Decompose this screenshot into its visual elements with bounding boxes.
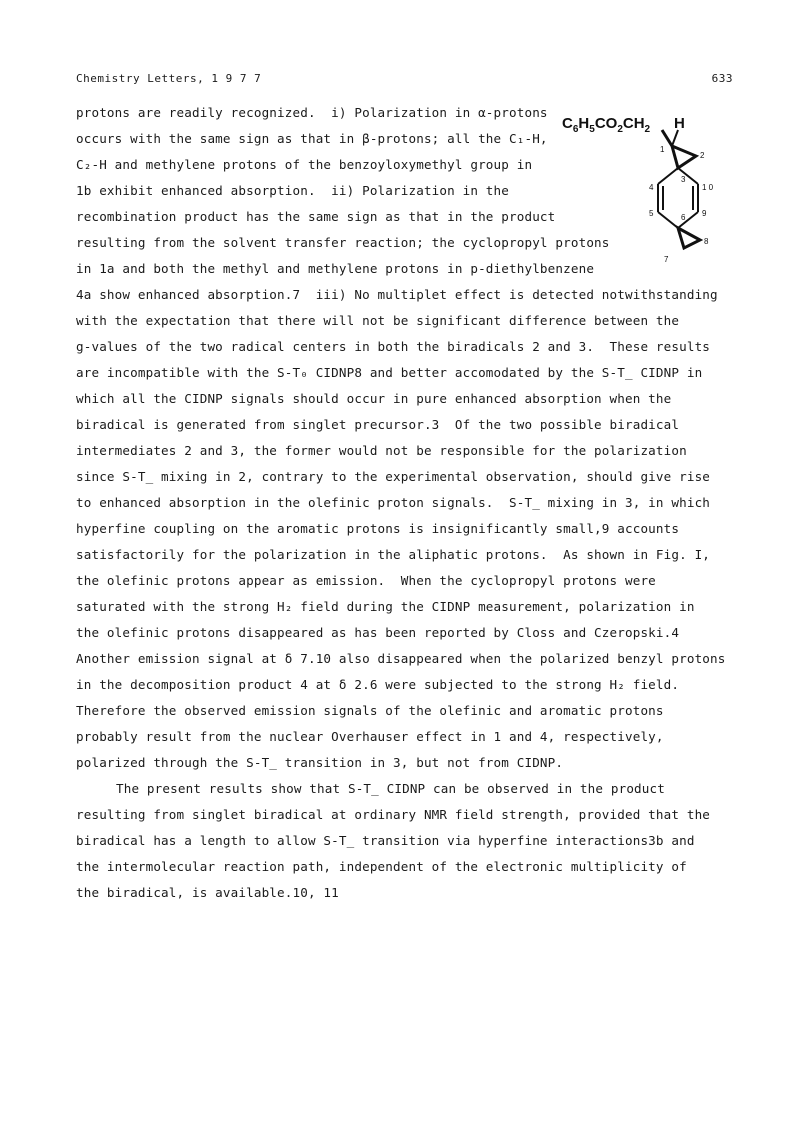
text-line-4: 1b exhibit enhanced absorption. ii) Polarization in the — [76, 183, 509, 198]
svg-text:9: 9 — [702, 209, 707, 218]
text-line-28: resulting from singlet biradical at ordinary NMR field strength, provided that the — [76, 807, 711, 822]
text-line-15: since S-T_ mixing in 2, contrary to the experimental observation, should give rise — [76, 469, 711, 484]
text-line-20: saturated with the strong H₂ field during the CIDNP measurement, polarization in — [76, 599, 695, 614]
text-line-29: biradical has a length to allow S-T_ transition via hyperfine interactions3b and — [76, 833, 695, 848]
text-line-24: Therefore the observed emission signals of the olefinic and aromatic protons — [76, 703, 664, 718]
text-line-11: are incompatible with the S-T₀ CIDNP8 and better accomodated by the S-T_ CIDNP in — [76, 365, 703, 380]
svg-text:7: 7 — [664, 255, 669, 264]
svg-text:8: 8 — [704, 237, 709, 246]
text-line-23: in the decomposition product 4 at δ 2.6 were subjected to the strong H₂ field. — [76, 677, 680, 692]
text-line-25: probably result from the nuclear Overhauser effect in 1 and 4, respectively, — [76, 729, 664, 744]
text-line-30: the intermolecular reaction path, independent of the electronic multiplicity of — [76, 859, 687, 874]
text-line-21: the olefinic protons disappeared as has been reported by Closs and Czeropski.4 — [76, 625, 680, 640]
text-line-6: resulting from the solvent transfer reaction; the cyclopropyl protons — [76, 235, 610, 250]
text-line-31: the biradical, is available.10, 11 — [76, 885, 339, 900]
text-line-16: to enhanced absorption in the olefinic proton signals. S-T_ mixing in 3, in which — [76, 495, 711, 510]
text-line-10: g-values of the two radical centers in both the biradicals 2 and 3. These results — [76, 339, 711, 354]
text-line-26: polarized through the S-T_ transition in 3, but not from CIDNP. — [76, 755, 564, 770]
text-line-1: protons are readily recognized. i) Polarization in α-protons — [76, 105, 548, 120]
svg-text:5: 5 — [649, 209, 654, 218]
svg-text:1 0: 1 0 — [702, 183, 714, 192]
page-number: 633 — [711, 72, 733, 85]
text-line-27: The present results show that S-T_ CIDNP can be observed in the product — [116, 781, 665, 796]
svg-text:2: 2 — [700, 151, 705, 160]
text-line-19: the olefinic protons appear as emission. When the cyclopropyl protons were — [76, 573, 656, 588]
text-line-18: satisfactorily for the polarization in the aliphatic protons. As shown in Fig. I, — [76, 547, 711, 562]
svg-text:6: 6 — [681, 213, 686, 222]
svg-text:3: 3 — [681, 175, 686, 184]
text-line-2: occurs with the same sign as that in β-protons; all the C₁-H, — [76, 131, 548, 146]
h-label: H — [674, 115, 685, 132]
text-line-17: hyperfine coupling on the aromatic protons is insignificantly small,9 accounts — [76, 521, 680, 536]
text-line-9: with the expectation that there will not be significant difference between the — [76, 313, 680, 328]
svg-text:1: 1 — [660, 145, 665, 154]
text-line-14: intermediates 2 and 3, the former would not be responsible for the polarization — [76, 443, 687, 458]
text-line-12: which all the CIDNP signals should occur in pure enhanced absorption when the — [76, 391, 672, 406]
text-line-7: in 1a and both the methyl and methylene protons in p-diethylbenzene — [76, 261, 595, 276]
svg-text:4: 4 — [649, 183, 654, 192]
formula-label: $C_6H_5CO_2CH_2$ — [562, 115, 651, 135]
text-line-8: 4a show enhanced absorption.7 iii) No multiplet effect is detected notwithstanding — [76, 287, 718, 302]
text-line-13: biradical is generated from singlet precursor.3 Of the two possible biradical — [76, 417, 680, 432]
text-line-5: recombination product has the same sign as that in the product — [76, 209, 556, 224]
text-line-3: C₂-H and methylene protons of the benzoyloxymethyl group in — [76, 157, 533, 172]
running-header-journal: Chemistry Letters, 1 9 7 7 — [76, 72, 262, 85]
text-line-22: Another emission signal at δ 7.10 also disappeared when the polarized benzyl protons — [76, 651, 726, 666]
